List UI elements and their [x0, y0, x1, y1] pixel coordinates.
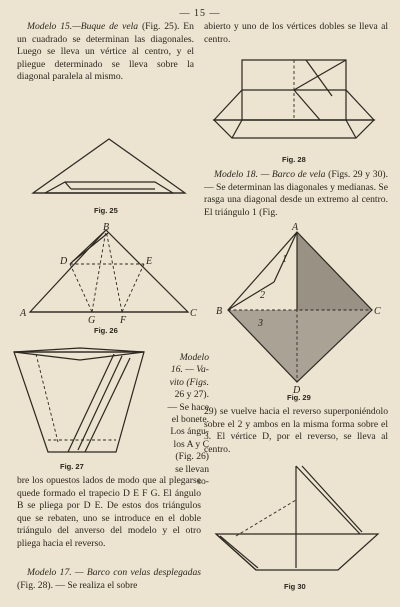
fig-30-caption: Fig 30	[284, 582, 306, 591]
figure-28	[210, 54, 378, 152]
right-intro: abierto y uno de los vértices dobles se lleva al centro.	[204, 21, 388, 45]
model-16-continuation: bre los opuestos lados de modo que al plegarse quede formado el trapecio D E F G. El ángulo B se pliega por D E. De estos dos triángulos que se rebaten, uno se introduce en el doble triángulo del anverso del modelo y el otro pliega hacia el reverso.	[17, 475, 201, 549]
page-number: — 15 —	[179, 8, 221, 19]
fig-29-caption: Fig. 29	[287, 393, 311, 402]
side-line: 16. — Va-	[170, 364, 209, 376]
side-line: los A y C	[173, 438, 209, 450]
figure-29	[214, 222, 384, 394]
fig26-label-f: F	[120, 315, 127, 326]
model-15-title: Modelo 15.—Buque de vela	[27, 21, 139, 32]
figure-26	[18, 224, 200, 324]
side-line: el bonete.	[171, 414, 209, 426]
fig29-label-d: D	[293, 385, 301, 396]
model-17-paragraph	[17, 567, 201, 592]
fig29-label-c: C	[374, 306, 381, 317]
fig26-label-b: B	[103, 222, 110, 233]
figure-30	[212, 462, 382, 588]
fig26-label-d: D	[60, 256, 68, 267]
fig26-label-c: C	[190, 308, 197, 319]
figure-25	[25, 135, 195, 203]
fig-28-caption: Fig. 28	[282, 155, 306, 164]
fig26-label-a: A	[20, 308, 27, 319]
side-line: vito (Figs.	[169, 376, 209, 388]
model-17-title: Modelo 17. — Barco con velas desplegadas	[27, 567, 201, 578]
fig26-label-g: G	[88, 315, 96, 326]
fig29-label-a: A	[292, 222, 299, 233]
model-15-body: En un cuadrado se determinan las diagonales. Luego se lleva un vértice al centro, y el pliegue determinado se lleva sobre la diagonal paralela al mismo.	[17, 21, 194, 83]
fig29-label-3: 3	[258, 318, 263, 329]
fig29-label-b: B	[216, 306, 223, 317]
side-line: Modelo	[179, 352, 209, 363]
model-18-paragraph	[204, 169, 388, 219]
side-line: 26 y 27).	[174, 389, 209, 401]
model-18-continuation: 29) se vuelve hacia el reverso superponiéndolo sobre el 2 y ambos en la misma forma sobre el 3. El vértice D, por el reverso, se lleva al centro.	[204, 406, 388, 455]
model-15-paragraph	[17, 21, 194, 84]
figure-27	[10, 344, 160, 462]
model-16-side-text	[165, 352, 209, 488]
model-17-body: (Fig. 28). — Se realiza el sobre	[17, 579, 138, 591]
fig29-label-2: 2	[260, 290, 265, 301]
model-18-body: (Figs. 29 y 30). — Se determinan las diagonales y medianas. Se rasga una diagonal desde un extremo al centro. El triángulo 1 (Fig.	[204, 169, 388, 218]
fig-27-caption: Fig. 27	[60, 462, 84, 471]
fig-26-caption: Fig. 26	[94, 326, 118, 335]
side-line: Los ángu-	[170, 426, 209, 438]
fig26-label-e: E	[146, 256, 153, 267]
side-line: — Se hace	[167, 401, 209, 413]
fig29-label-1: 1	[282, 254, 287, 265]
fig-25-caption: Fig. 25	[94, 206, 118, 215]
model-18-title: Modelo 18. — Barco de vela	[214, 169, 326, 180]
side-line: se llevan so-	[175, 463, 209, 488]
model-15-ref: (Fig. 25).	[141, 21, 180, 32]
side-line: (Fig. 26)	[175, 451, 209, 463]
